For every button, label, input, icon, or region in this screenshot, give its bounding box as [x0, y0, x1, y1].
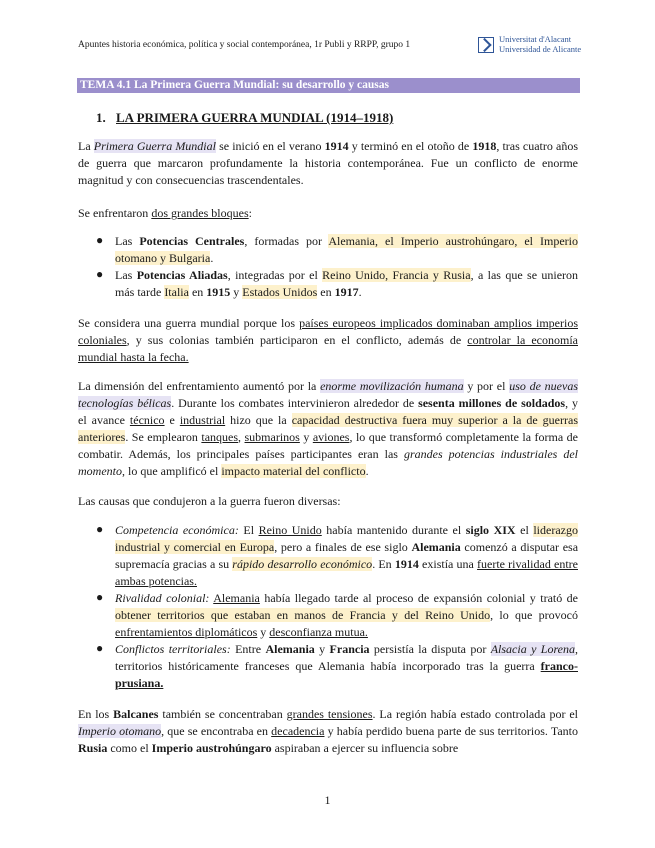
- document-header: Apuntes historia económica, política y social contemporánea, 1r Publi y RRPP, grupo 1: [78, 40, 411, 50]
- text-run: aviones: [312, 430, 350, 444]
- text-run: Imperio austrohúngaro: [151, 741, 272, 755]
- text-run: en: [317, 285, 335, 299]
- text-run: hizo que la: [225, 413, 292, 427]
- text-run: En los: [78, 707, 114, 721]
- paragraph-balkans: [78, 706, 578, 757]
- text-run: , territorios históricamente franceses que Alemania había incorporado tras la guerra: [115, 642, 579, 673]
- text-run: Alemania: [411, 540, 461, 554]
- text-run: había llegado tarde al proceso de expansión colonial y trató de: [259, 591, 579, 605]
- text-run: , lo que amplificó el: [122, 464, 222, 478]
- text-run: y: [314, 642, 330, 656]
- text-run: Se considera una guerra mundial porque los: [78, 316, 300, 330]
- paragraph-world-war: [78, 315, 578, 366]
- text-run: .: [358, 285, 362, 299]
- text-run: franco-prusiana.: [115, 659, 578, 690]
- list-item-central-powers: [115, 233, 578, 267]
- text-run: :: [248, 206, 252, 220]
- text-run: Rivalidad colonial:: [115, 591, 210, 605]
- university-logo: [478, 35, 581, 54]
- text-run: impacto material del conflicto: [221, 464, 366, 478]
- text-run: controlar la economía mundial hasta la fecha.: [78, 333, 578, 364]
- text-run: Francia: [329, 642, 370, 656]
- underlined-term: dos grandes bloques: [151, 206, 249, 220]
- text-run: . La región había estado controlada por el: [372, 707, 578, 721]
- text-run: La dimensión del enfrentamiento aumentó por la: [78, 379, 321, 393]
- text-run: siglo XIX: [465, 523, 516, 537]
- list-item-economic-competition: [115, 522, 578, 590]
- paragraph-blocks: [78, 205, 578, 222]
- text-run: 1914: [394, 557, 419, 571]
- text-run: comenzó a disputar esa supremacía gracias a su: [115, 540, 579, 571]
- text-run: , lo que transformó completamente la forma de combatir. Además, los principales países participantes eran las: [78, 430, 579, 461]
- text-run: Alemania: [265, 642, 315, 656]
- bullet-icon: ●: [96, 233, 104, 247]
- text-run: existía una: [418, 557, 478, 571]
- text-run: Estados Unidos: [242, 285, 318, 299]
- text-run: , lo que provocó: [490, 608, 579, 622]
- text-run: Reino Unido: [258, 523, 322, 537]
- text-run: ,: [238, 430, 245, 444]
- bullet-icon: ●: [96, 522, 104, 536]
- highlight-term: Alemania, el Imperio austrohúngaro, el Imperio otomano y Bulgaria: [115, 234, 579, 265]
- text-run: tanques: [201, 430, 239, 444]
- text-run: capacidad destructiva fuera muy superior a la de guerras anteriores: [78, 413, 578, 444]
- text-run: , y sus colonias también participaron en el conflicto, además de: [126, 333, 468, 347]
- text-run: Reino Unido, Francia y Rusia: [322, 268, 471, 282]
- bullet-icon: ●: [96, 641, 104, 655]
- paragraph-intro: [78, 138, 578, 189]
- text-run: . En: [372, 557, 395, 571]
- text-run: había mantenido durante el: [321, 523, 466, 537]
- text-run: , pero a finales de ese siglo: [274, 540, 412, 554]
- text-run: Balcanes: [113, 707, 159, 721]
- text-run: .: [210, 251, 214, 265]
- text-run: Competencia económica:: [115, 523, 239, 537]
- text-run: el: [515, 523, 534, 537]
- text-run: sesenta millones de soldados: [418, 396, 566, 410]
- section-number: 1.: [96, 110, 106, 125]
- text-run: Potencias Aliadas: [136, 268, 228, 282]
- text-run: rápido desarrollo económico: [232, 557, 373, 571]
- text-run: como el: [107, 741, 152, 755]
- text-run: técnico: [129, 413, 165, 427]
- year: 1914: [324, 139, 349, 153]
- text-run: enfrentamientos diplomáticos: [115, 625, 258, 639]
- text-run: Imperio otomano: [78, 724, 162, 738]
- text-run: Rusia: [78, 741, 108, 755]
- text-run: fuerte rivalidad entre ambas potencias.: [115, 557, 578, 588]
- text-run: , integradas por el: [227, 268, 323, 282]
- text-run: uso de nuevas tecnologías bélicas: [78, 379, 579, 410]
- text-run: Italia: [164, 285, 189, 299]
- text-run: y: [230, 285, 243, 299]
- text-run: , que se encontraba en: [161, 724, 272, 738]
- year: 1918: [472, 139, 497, 153]
- text-run: persistía la disputa por: [369, 642, 491, 656]
- text-run: grandes tensiones: [286, 707, 373, 721]
- text-run: y: [257, 625, 270, 639]
- text-run: industrial: [179, 413, 226, 427]
- university-name-line1: Universitat d'Alacant: [499, 34, 572, 44]
- text-run: e: [164, 413, 180, 427]
- text-run: 1917: [334, 285, 359, 299]
- list-item-allied-powers: [115, 267, 578, 301]
- text-run: Potencias Centrales: [139, 234, 245, 248]
- highlight-term: Primera Guerra Mundial: [93, 139, 216, 153]
- text-run: y: [299, 430, 313, 444]
- text-run: Alsacia y Lorena: [490, 642, 576, 656]
- topic-title: TEMA 4.1 La Primera Guerra Mundial: su desarrollo y causas: [77, 78, 580, 93]
- text-run: Conflictos territoriales:: [115, 642, 231, 656]
- text-run: obtener territorios que estaban en manos de Francia y del Reino Unido: [115, 608, 491, 622]
- text-run: se inició en el verano: [215, 139, 325, 153]
- text-run: y terminó en el otoño de: [348, 139, 473, 153]
- text-run: decadencia: [271, 724, 325, 738]
- text-run: , formadas por: [244, 234, 329, 248]
- text-run: , y el avance: [78, 396, 578, 427]
- text-run: enorme movilización humana: [320, 379, 464, 393]
- text-run: grandes potencias industriales del momento: [78, 447, 578, 478]
- text-run: Se enfrentaron: [78, 206, 152, 220]
- list-item-colonial-rivalry: [115, 590, 578, 641]
- text-run: Las: [115, 234, 140, 248]
- bullet-icon: ●: [96, 267, 104, 281]
- text-run: liderazgo industrial y comercial en Europa: [115, 523, 578, 554]
- text-run: . Durante los combates intervinieron alrededor de: [171, 396, 419, 410]
- section-title: LA PRIMERA GUERRA MUNDIAL (1914–1918): [116, 110, 394, 125]
- university-logo-icon: [478, 37, 494, 53]
- text-run: desconfianza mutua.: [269, 625, 368, 639]
- text-run: y había perdido buena parte de sus territorios. Tanto: [324, 724, 578, 738]
- text-run: países europeos implicados dominaban amplios imperios coloniales: [78, 316, 578, 347]
- text-run: Alemania: [213, 591, 260, 605]
- text-run: Las: [115, 268, 137, 282]
- text-run: aspiraban a ejercer su influencia sobre: [271, 741, 459, 755]
- text-run: .: [365, 464, 369, 478]
- text-run: La: [78, 139, 94, 153]
- bullet-icon: ●: [96, 590, 104, 604]
- text-run: submarinos: [244, 430, 300, 444]
- text-run: y por el: [463, 379, 510, 393]
- page-number: 1: [324, 793, 331, 807]
- text-run: en: [188, 285, 207, 299]
- text-run: , a las que se unieron más tarde: [115, 268, 579, 299]
- text-run: también se concentraban: [158, 707, 287, 721]
- text-run: , tras cuatro años de guerra que marcaron profundamente la historia contemporánea. Fue un conflicto de enorme magnitud y con consecuencias trascendentales.: [78, 139, 578, 187]
- paragraph-causes-intro: Las causas que condujeron a la guerra fueron diversas:: [78, 494, 341, 508]
- university-name: [499, 35, 581, 54]
- text-run: . Se emplearon: [125, 430, 202, 444]
- text-run: 1915: [206, 285, 231, 299]
- text-run: Entre: [230, 642, 266, 656]
- list-item-territorial-conflicts: [115, 641, 578, 692]
- section-heading: [96, 110, 393, 126]
- paragraph-dimension: [78, 378, 578, 480]
- text-run: El: [238, 523, 259, 537]
- university-name-line2: Universidad de Alicante: [499, 43, 582, 54]
